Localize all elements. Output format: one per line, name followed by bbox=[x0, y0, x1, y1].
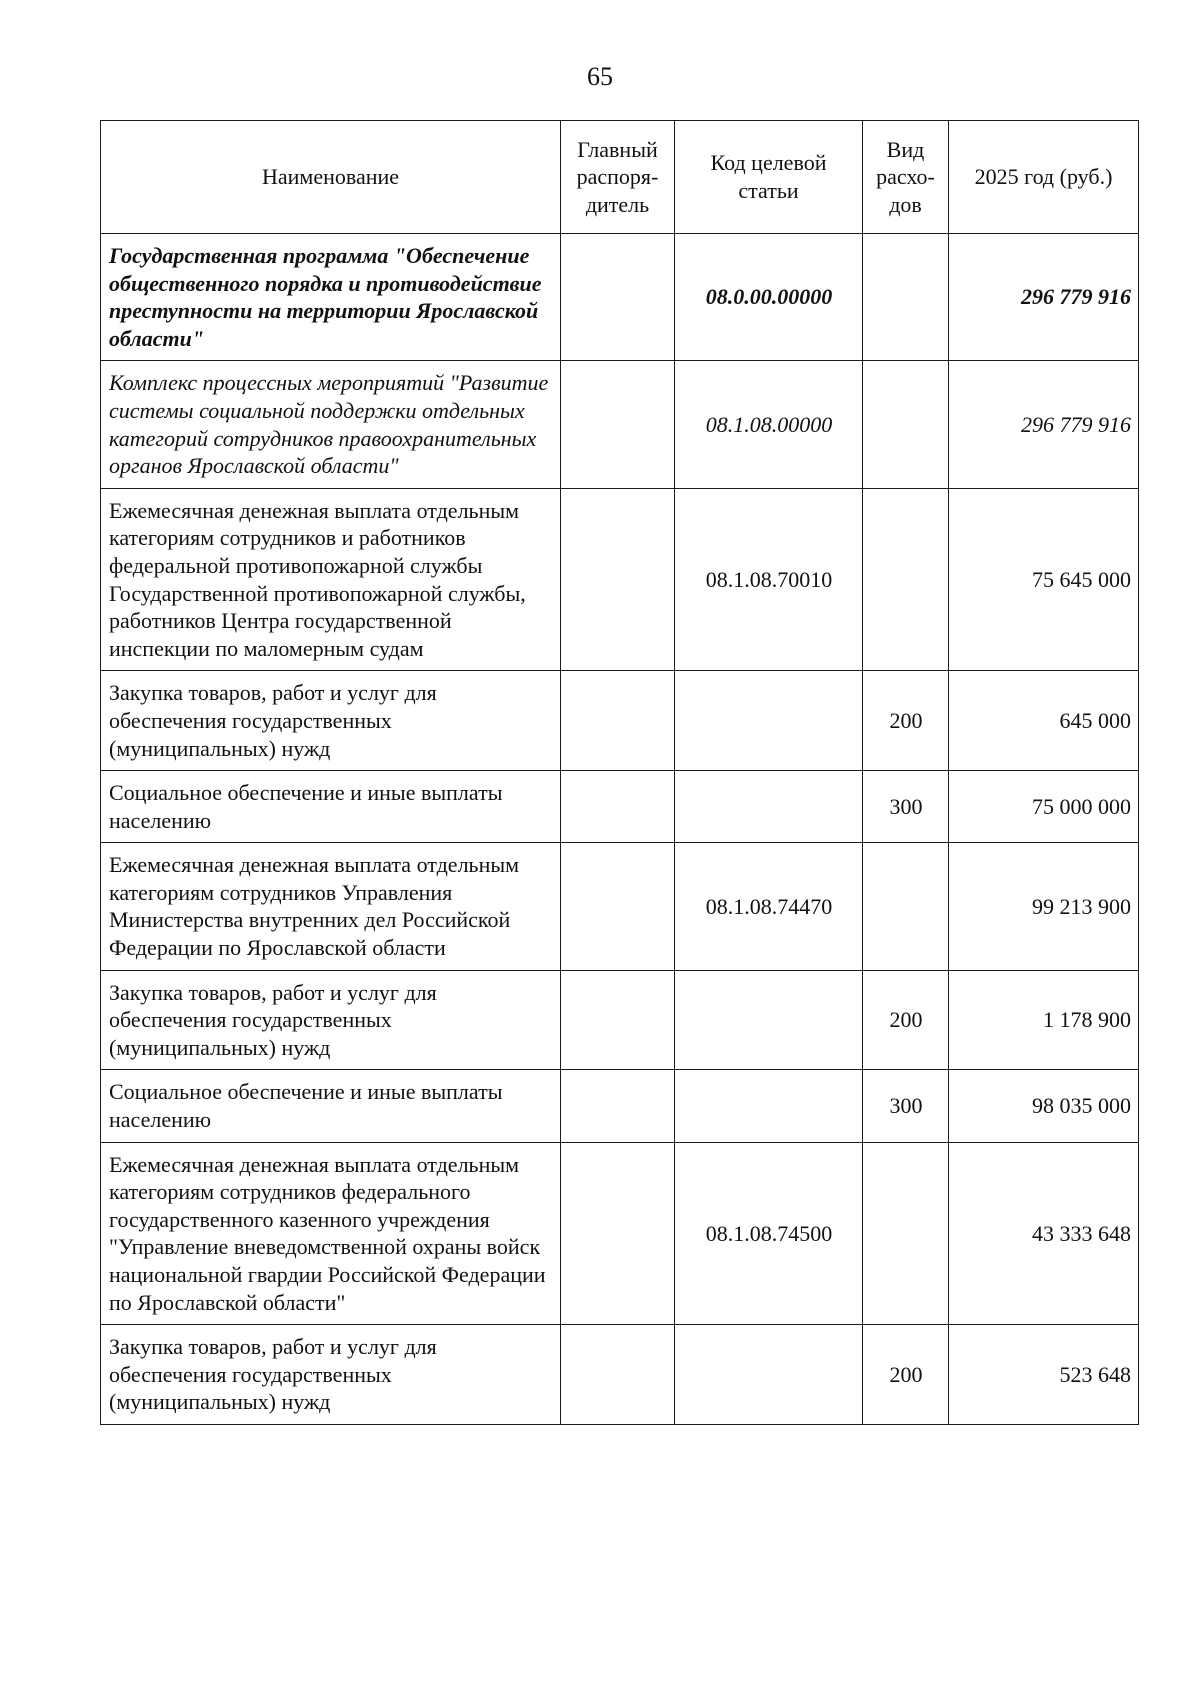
table-header-row bbox=[101, 121, 1139, 234]
row-amount: 296 779 916 bbox=[949, 234, 1139, 361]
header-amount: 2025 год (руб.) bbox=[949, 121, 1139, 234]
table-row bbox=[101, 488, 1139, 671]
row-amount: 99 213 900 bbox=[949, 843, 1139, 970]
row-expense-type bbox=[863, 488, 949, 671]
row-code: 08.1.08.70010 bbox=[675, 488, 863, 671]
budget-table bbox=[100, 120, 1139, 1425]
page-number: 65 bbox=[587, 62, 613, 91]
row-administrator bbox=[561, 1325, 675, 1425]
row-name: Закупка товаров, работ и услуг для обеспечения государственных (муниципальных) нужд bbox=[101, 671, 561, 771]
row-administrator bbox=[561, 1070, 675, 1142]
row-expense-type bbox=[863, 234, 949, 361]
table-row bbox=[101, 234, 1139, 361]
row-code: 08.0.00.00000 bbox=[675, 234, 863, 361]
header-administrator: Главный распоря- дитель bbox=[561, 121, 675, 234]
row-expense-type: 300 bbox=[863, 771, 949, 843]
row-code bbox=[675, 970, 863, 1070]
row-amount: 75 000 000 bbox=[949, 771, 1139, 843]
row-administrator bbox=[561, 1142, 675, 1325]
table-row bbox=[101, 1325, 1139, 1425]
row-expense-type: 300 bbox=[863, 1070, 949, 1142]
row-expense-type bbox=[863, 1142, 949, 1325]
table-row bbox=[101, 843, 1139, 970]
row-expense-type bbox=[863, 843, 949, 970]
row-amount: 43 333 648 bbox=[949, 1142, 1139, 1325]
row-amount: 98 035 000 bbox=[949, 1070, 1139, 1142]
header-code: Код целевой статьи bbox=[675, 121, 863, 234]
row-amount: 296 779 916 bbox=[949, 361, 1139, 488]
header-name: Наименование bbox=[101, 121, 561, 234]
row-code bbox=[675, 1070, 863, 1142]
row-name: Закупка товаров, работ и услуг для обеспечения государственных (муниципальных) нужд bbox=[101, 1325, 561, 1425]
row-code bbox=[675, 771, 863, 843]
row-administrator bbox=[561, 771, 675, 843]
row-expense-type: 200 bbox=[863, 671, 949, 771]
row-amount: 523 648 bbox=[949, 1325, 1139, 1425]
row-expense-type bbox=[863, 361, 949, 488]
row-code: 08.1.08.00000 bbox=[675, 361, 863, 488]
table-body bbox=[101, 234, 1139, 1425]
row-code bbox=[675, 1325, 863, 1425]
row-amount: 1 178 900 bbox=[949, 970, 1139, 1070]
table-row bbox=[101, 671, 1139, 771]
table-row bbox=[101, 361, 1139, 488]
row-name: Комплекс процессных мероприятий "Развитие системы социальной поддержки отдельных категорий сотрудников правоохранительных органов Ярославской области" bbox=[101, 361, 561, 488]
row-name: Социальное обеспечение и иные выплаты населению bbox=[101, 771, 561, 843]
table-row bbox=[101, 1142, 1139, 1325]
row-name: Ежемесячная денежная выплата отдельным категориям сотрудников и работников федеральной противопожарной службы Государственной противопожарной службы, работников Центра государственной инспекции по маломерным судам bbox=[101, 488, 561, 671]
row-administrator bbox=[561, 361, 675, 488]
row-name: Социальное обеспечение и иные выплаты населению bbox=[101, 1070, 561, 1142]
table-row bbox=[101, 1070, 1139, 1142]
row-name: Ежемесячная денежная выплата отдельным категориям сотрудников федерального государственного казенного учреждения "Управление вневедомственной охраны войск национальной гвардии Российской Федерации по Ярославской области" bbox=[101, 1142, 561, 1325]
row-code: 08.1.08.74500 bbox=[675, 1142, 863, 1325]
table-row bbox=[101, 771, 1139, 843]
row-expense-type: 200 bbox=[863, 1325, 949, 1425]
row-code: 08.1.08.74470 bbox=[675, 843, 863, 970]
row-administrator bbox=[561, 970, 675, 1070]
row-name: Закупка товаров, работ и услуг для обеспечения государственных (муниципальных) нужд bbox=[101, 970, 561, 1070]
header-expense-type: Вид расхо- дов bbox=[863, 121, 949, 234]
row-name: Государственная программа "Обеспечение общественного порядка и противодействие преступности на территории Ярославской области" bbox=[101, 234, 561, 361]
table-row bbox=[101, 970, 1139, 1070]
row-administrator bbox=[561, 488, 675, 671]
row-administrator bbox=[561, 843, 675, 970]
row-expense-type: 200 bbox=[863, 970, 949, 1070]
row-name: Ежемесячная денежная выплата отдельным категориям сотрудников Управления Министерства внутренних дел Российской Федерации по Ярославской области bbox=[101, 843, 561, 970]
row-code bbox=[675, 671, 863, 771]
row-administrator bbox=[561, 234, 675, 361]
row-administrator bbox=[561, 671, 675, 771]
row-amount: 75 645 000 bbox=[949, 488, 1139, 671]
row-amount: 645 000 bbox=[949, 671, 1139, 771]
